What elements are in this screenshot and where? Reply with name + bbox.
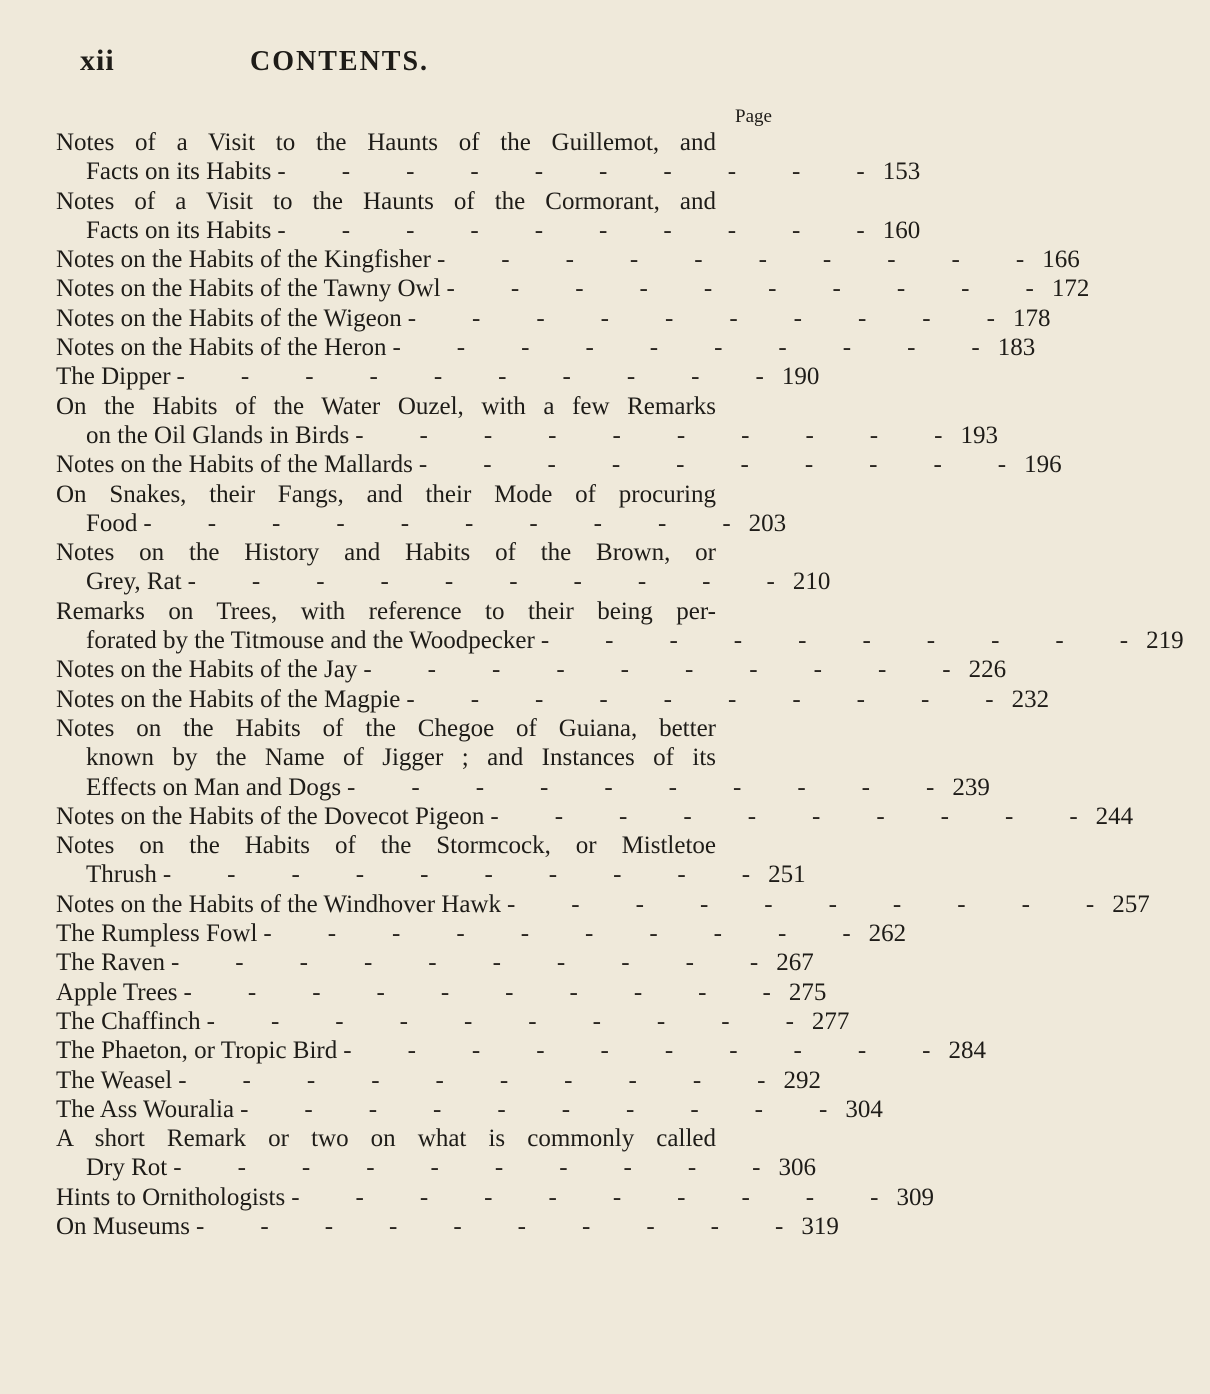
toc-entry [56, 128, 921, 187]
toc-entry-text: Notes on the Habits of the Dovecot Pigeon [56, 802, 485, 830]
toc-entry [56, 831, 806, 890]
dot-leader: - - - - - - - - - - [291, 1183, 881, 1211]
page-column-label: Page [735, 106, 772, 127]
toc-entry-line [56, 128, 791, 157]
toc-page-number: 160 [882, 216, 921, 244]
dot-leader: - - - - - - - - - - [196, 1212, 786, 1240]
toc-page-number: 262 [868, 920, 907, 948]
toc-entry [56, 480, 791, 539]
toc-entry-line [56, 1124, 791, 1153]
toc-entry [56, 919, 907, 948]
toc-entry [56, 392, 998, 451]
toc-entry [56, 655, 1007, 684]
dot-leader: - - - - - - - - - - [436, 246, 1027, 274]
toc-entry-text: On Snakes, their Fangs, and their Mode of procuring [56, 480, 716, 508]
toc-entry-line [56, 655, 1007, 684]
toc-entry-line [56, 685, 1050, 714]
contents-list [56, 128, 1184, 1241]
toc-entry-line [56, 157, 921, 186]
toc-entry-line [56, 274, 1090, 303]
toc-page-number: 193 [960, 421, 998, 449]
toc-entry [56, 362, 820, 391]
dot-leader: - - - - - - - - - - [355, 421, 945, 449]
toc-entry-text: on the Oil Glands in Birds [86, 421, 350, 449]
toc-page-number: 267 [776, 949, 814, 977]
toc-page-number: 190 [781, 363, 820, 391]
dot-leader: - - - - - - - - - - [277, 158, 867, 186]
toc-entry-text: Thrush [86, 861, 157, 889]
toc-entry [56, 274, 1090, 303]
toc-entry-text: Notes on the Habits of the Magpie [56, 685, 401, 713]
dot-leader: - - - - - - - - - - [206, 1007, 796, 1035]
dot-leader: - - - - - - - - - - [170, 949, 761, 977]
toc-entry-line [56, 919, 907, 948]
toc-entry-line [56, 626, 1184, 655]
toc-entry [56, 597, 1184, 656]
toc-entry-text: Notes on the Habits of the Kingfisher [56, 246, 431, 274]
dot-leader: - - - - - - - - - - [490, 802, 1080, 830]
dot-leader: - - - - - - - - - - [540, 627, 1131, 655]
toc-page-number: 178 [1012, 304, 1051, 332]
toc-entry-text: Notes on the Habits of the Jay [56, 656, 358, 684]
toc-entry [56, 685, 1050, 714]
toc-entry-line [56, 333, 1036, 362]
toc-entry-text: The Rumpless Fowl [56, 920, 258, 948]
toc-entry-line [56, 831, 791, 860]
toc-entry [56, 1212, 839, 1241]
toc-entry-text: Remarks on Trees, with reference to their being per- [56, 597, 716, 625]
dot-leader: - - - - - - - - - - [240, 1095, 830, 1123]
dot-leader: - - - - - - - - - - [187, 568, 777, 596]
toc-entry-text: Dry Rot [86, 1154, 168, 1182]
running-head [80, 44, 720, 84]
toc-entry-text: Facts on its Habits [86, 216, 272, 244]
toc-entry-line [56, 1095, 883, 1124]
toc-entry [56, 187, 921, 246]
toc-entry-text: The Weasel [56, 1066, 173, 1094]
toc-entry-line [56, 187, 791, 216]
dot-leader: - - - - - - - - - - [143, 509, 733, 537]
toc-entry-line [56, 743, 791, 772]
toc-entry-line [56, 567, 831, 596]
toc-entry-text: The Dipper [56, 363, 171, 391]
dot-leader: - - - - - - - - - - [263, 920, 853, 948]
toc-entry-line [56, 802, 1134, 831]
toc-page-number: 257 [1112, 890, 1150, 918]
toc-page-number: 153 [882, 158, 921, 186]
toc-entry-text: The Ass Wouralia [56, 1095, 235, 1123]
toc-page-number: 319 [801, 1212, 839, 1240]
toc-entry-line [56, 480, 791, 509]
toc-entry-line [56, 948, 814, 977]
toc-entry-text: On the Habits of the Water Ouzel, with a few Remarks [56, 392, 716, 420]
toc-entry [56, 538, 831, 597]
dot-leader: - - - - - - - - - - [178, 1066, 768, 1094]
toc-entry [56, 1095, 883, 1124]
toc-entry-line [56, 978, 827, 1007]
toc-page-number: 226 [968, 656, 1007, 684]
dot-leader: - - - - - - - - - - [173, 1154, 763, 1182]
dot-leader: - - - - - - - - - - [162, 861, 753, 889]
toc-entry [56, 1007, 850, 1036]
toc-entry-line [56, 216, 921, 245]
toc-entry-line [56, 362, 820, 391]
toc-entry [56, 948, 814, 977]
toc-entry-text: Notes on the Habits of the Stormcock, or Mistletoe [56, 832, 716, 860]
toc-entry-line [56, 538, 791, 567]
dot-leader: - - - - - - - - - - [363, 656, 953, 684]
toc-entry-text: Notes on the Habits of the Tawny Owl [56, 275, 441, 303]
toc-entry-line [56, 1212, 839, 1241]
toc-page-number: 309 [896, 1183, 934, 1211]
toc-entry-line [56, 304, 1051, 333]
toc-entry [56, 450, 1062, 479]
toc-page-number: 304 [845, 1095, 883, 1123]
toc-page-number: 203 [748, 509, 787, 537]
toc-page-number: 172 [1051, 275, 1090, 303]
dot-leader: - - - - - - - - - - [176, 363, 766, 391]
toc-page-number: 183 [997, 334, 1036, 362]
toc-entry-line [56, 392, 791, 421]
toc-page-number: 275 [788, 978, 827, 1006]
toc-entry [56, 802, 1134, 831]
toc-page-number: 196 [1024, 451, 1062, 479]
toc-page-number: 232 [1011, 685, 1050, 713]
dot-leader: - - - - - - - - - - [446, 275, 1036, 303]
toc-page-number: 277 [811, 1007, 850, 1035]
toc-entry-text: Facts on its Habits [86, 158, 272, 186]
toc-entry [56, 714, 990, 802]
toc-page-number: 239 [952, 773, 990, 801]
toc-entry-text: On Museums [56, 1212, 191, 1240]
folio-number: xii [80, 44, 115, 77]
toc-entry-text: Grey, Rat [86, 568, 182, 596]
toc-entry [56, 1066, 821, 1095]
toc-page-number: 219 [1146, 627, 1184, 655]
dot-leader: - - - - - - - - - - [277, 216, 867, 244]
dot-leader: - - - - - - - - - - [392, 334, 982, 362]
toc-entry [56, 1183, 934, 1212]
toc-page-number: 284 [948, 1037, 987, 1065]
toc-entry-line [56, 597, 791, 626]
toc-page-number: 210 [792, 568, 831, 596]
toc-entry-text: Notes on the Habits of the Wigeon [56, 304, 402, 332]
toc-entry-text: known by the Name of Jigger ; and Instances of its [86, 744, 716, 772]
toc-entry-text: Notes of a Visit to the Haunts of the Guillemot, and [56, 129, 716, 156]
toc-entry-line [56, 1153, 817, 1182]
toc-entry-text: Food [86, 509, 138, 537]
dot-leader: - - - - - - - - - - [343, 1037, 933, 1065]
toc-entry-text: The Phaeton, or Tropic Bird [56, 1037, 338, 1065]
toc-entry-line [56, 509, 791, 538]
toc-entry-line [56, 421, 998, 450]
toc-entry-text: Notes on the Habits of the Heron [56, 334, 387, 362]
dot-leader: - - - - - - - - - - [506, 890, 1097, 918]
toc-entry-line [56, 1183, 934, 1212]
page-title: CONTENTS. [250, 46, 430, 77]
toc-entry-text: Notes on the Habits of the Chegoe of Guiana, better [56, 714, 716, 742]
toc-page-number: 166 [1042, 246, 1080, 274]
toc-entry-line [56, 450, 1062, 479]
toc-entry [56, 978, 827, 1007]
toc-entry-text: forated by the Titmouse and the Woodpecker [86, 627, 535, 655]
toc-entry-text: Hints to Ornithologists [56, 1183, 286, 1211]
toc-entry-text: Notes on the History and Habits of the Brown, or [56, 539, 716, 567]
toc-entry [56, 890, 1150, 919]
toc-entry-line [56, 773, 990, 802]
dot-leader: - - - - - - - - - - [183, 978, 773, 1006]
toc-entry [56, 1124, 817, 1183]
dot-leader: - - - - - - - - - - [418, 451, 1009, 479]
toc-entry-text: Notes of a Visit to the Haunts of the Cormorant, and [56, 187, 716, 215]
toc-page-number: 306 [778, 1154, 817, 1182]
toc-page-number: 244 [1095, 802, 1134, 830]
toc-entry [56, 245, 1080, 274]
toc-entry-line [56, 1007, 850, 1036]
dot-leader: - - - - - - - - - - [347, 773, 937, 801]
toc-entry-text: A short Remark or two on what is commonly called [56, 1125, 716, 1153]
toc-entry [56, 1036, 987, 1065]
toc-page-number: 292 [783, 1066, 821, 1094]
toc-entry-text: The Raven [56, 949, 165, 977]
dot-leader: - - - - - - - - - - [407, 304, 997, 332]
toc-entry-text: The Chaffinch [56, 1007, 201, 1035]
toc-entry [56, 304, 1051, 333]
toc-entry-line [56, 860, 806, 889]
toc-entry-text: Notes on the Habits of the Windhover Hawk [56, 890, 501, 918]
dot-leader: - - - - - - - - - - [406, 685, 996, 713]
toc-entry [56, 333, 1036, 362]
toc-page-number: 251 [768, 861, 806, 889]
toc-entry-text: Notes on the Habits of the Mallards [56, 451, 413, 479]
toc-entry-line [56, 245, 1080, 274]
toc-entry-line [56, 1036, 987, 1065]
toc-entry-line [56, 1066, 821, 1095]
toc-entry-line [56, 714, 791, 743]
toc-entry-text: Apple Trees [56, 978, 178, 1006]
toc-entry-line [56, 890, 1150, 919]
toc-entry-text: Effects on Man and Dogs [86, 773, 342, 801]
